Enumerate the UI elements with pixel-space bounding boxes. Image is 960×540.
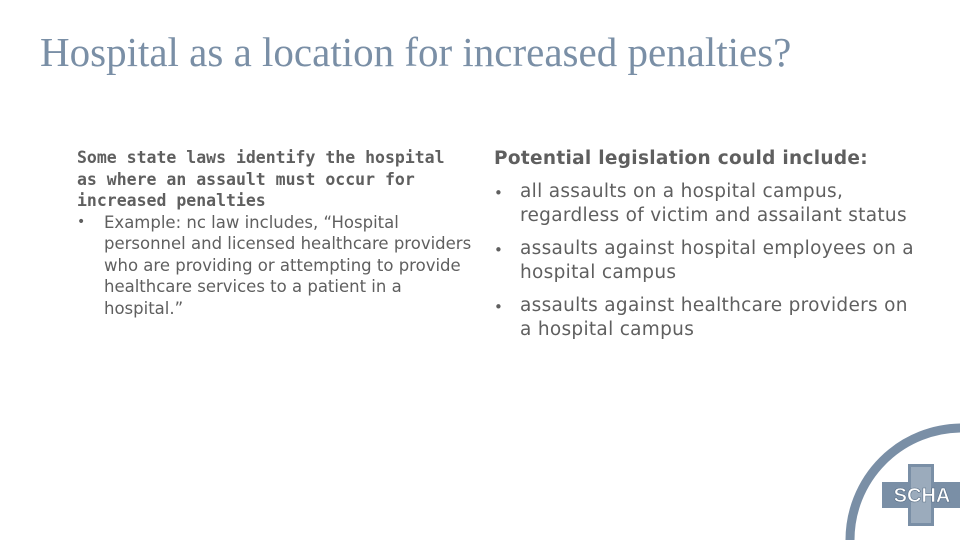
right-column-heading: Potential legislation could include:	[494, 148, 868, 169]
list-item	[494, 294, 914, 342]
bullet-icon: •	[77, 213, 86, 230]
left-column-heading: Some state laws identify the hospital as where an assault must occur for increased penalties	[77, 148, 445, 210]
list-item	[494, 237, 914, 285]
right-column	[494, 147, 914, 351]
list-item	[77, 212, 472, 320]
bullet-list	[494, 180, 914, 342]
list-item-text: Example: nc law includes, “Hospital personnel and licensed healthcare providers who are providing or attempting to provide healthcare services to a patient in a hospital.”	[104, 212, 472, 318]
list-item	[494, 180, 914, 228]
list-item-text: assaults against hospital employees on a hospital campus	[520, 237, 914, 283]
left-column	[77, 147, 472, 319]
logo-text: SCHA	[893, 485, 951, 507]
bullet-icon: •	[494, 297, 504, 316]
bullet-icon: •	[494, 183, 504, 202]
slide-title: Hospital as a location for increased penalties?	[40, 29, 792, 75]
scha-logo	[840, 420, 960, 540]
list-item-text: all assaults on a hospital campus, regardless of victim and assailant status	[520, 180, 907, 226]
list-item-text: assaults against healthcare providers on a hospital campus	[520, 294, 908, 340]
bullet-icon: •	[494, 240, 504, 259]
